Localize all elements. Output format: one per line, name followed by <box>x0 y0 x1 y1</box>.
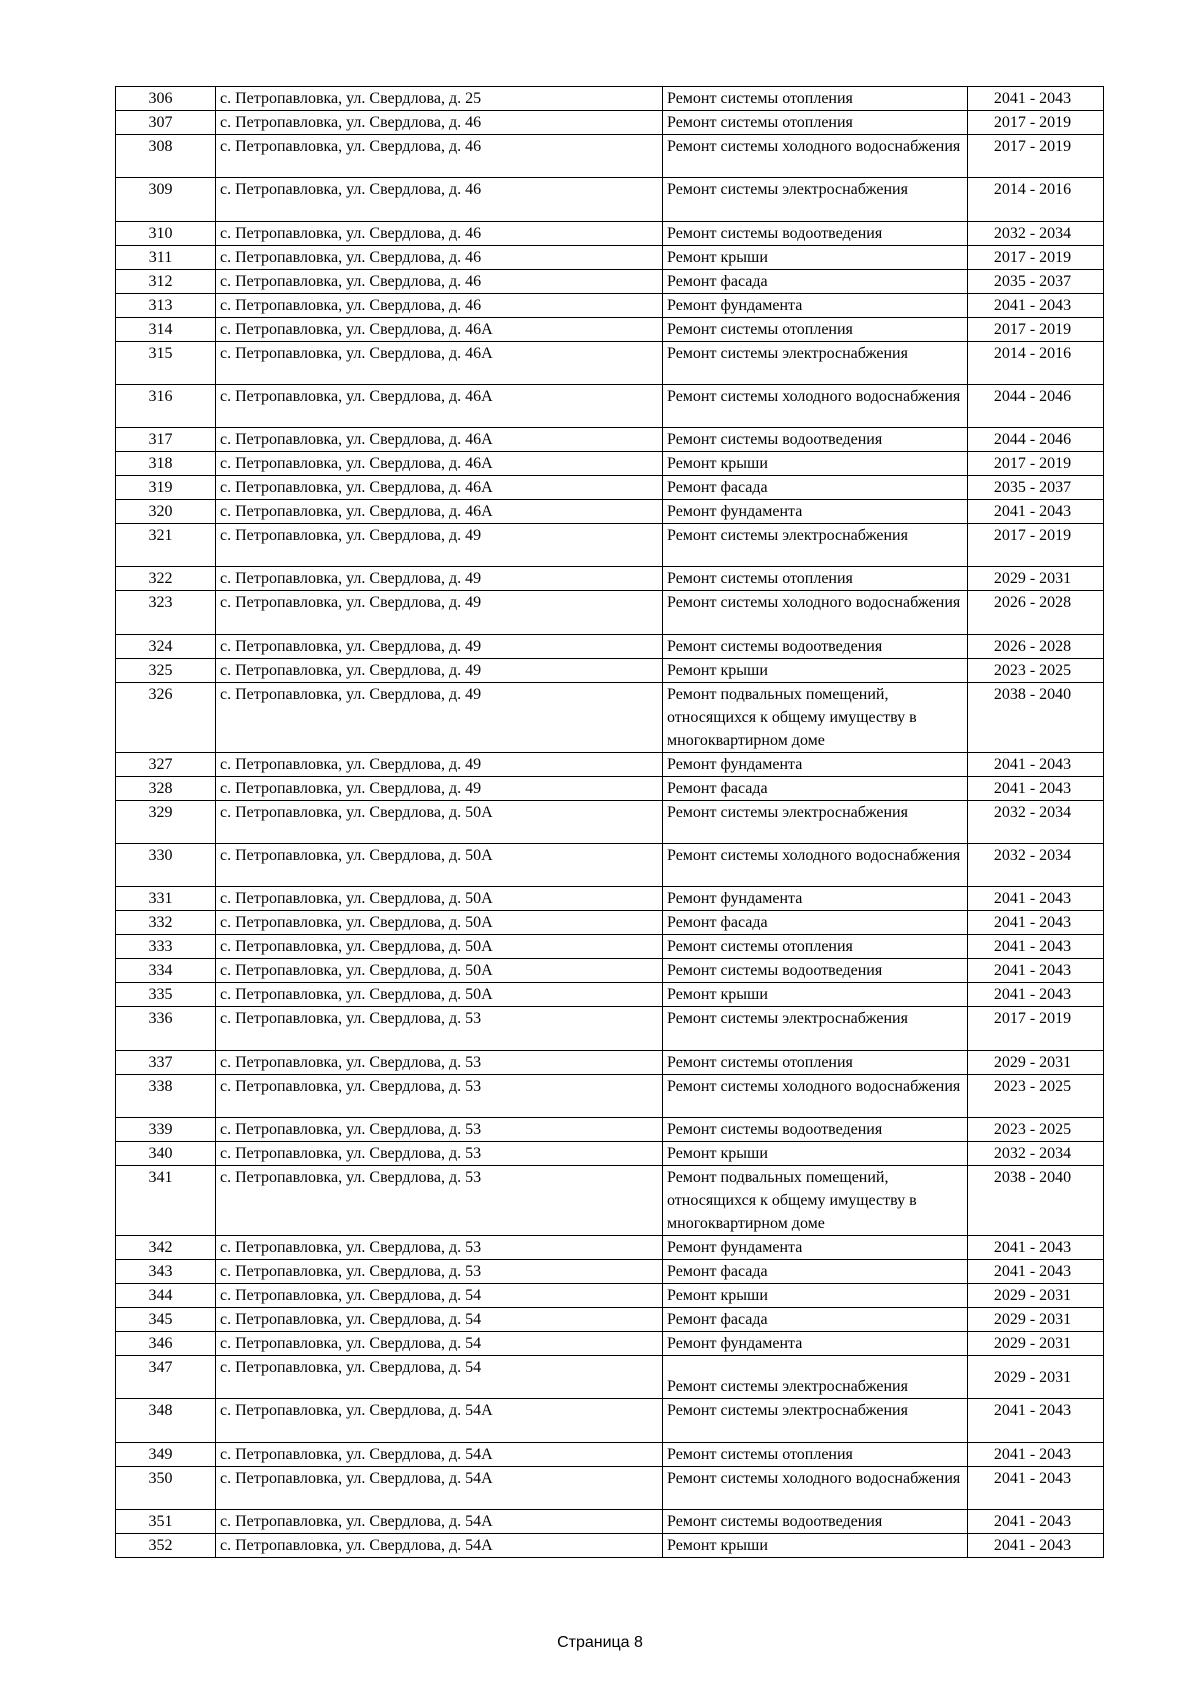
row-number-cell: 346 <box>116 1331 216 1355</box>
work-type-cell: Ремонт фундамента <box>663 1235 968 1259</box>
work-type-cell: Ремонт системы водоотведения <box>663 959 968 983</box>
row-number-cell: 325 <box>116 658 216 682</box>
table-row <box>116 1259 1104 1283</box>
period-cell: 2041 - 2043 <box>968 1533 1104 1557</box>
row-number-cell: 343 <box>116 1259 216 1283</box>
address-cell: с. Петропавловка, ул. Свердлова, д. 50А <box>216 983 663 1007</box>
row-number-cell: 328 <box>116 776 216 800</box>
address-cell: с. Петропавловка, ул. Свердлова, д. 53 <box>216 1235 663 1259</box>
work-type-cell: Ремонт системы электроснабжения <box>663 1399 968 1442</box>
table-body <box>116 87 1104 1558</box>
address-cell: с. Петропавловка, ул. Свердлова, д. 53 <box>216 1007 663 1050</box>
row-number-cell: 339 <box>116 1117 216 1141</box>
work-type-cell: Ремонт системы водоотведения <box>663 1117 968 1141</box>
period-cell: 2023 - 2025 <box>968 1074 1104 1117</box>
row-number-cell: 319 <box>116 476 216 500</box>
address-cell: с. Петропавловка, ул. Свердлова, д. 49 <box>216 524 663 567</box>
address-cell: с. Петропавловка, ул. Свердлова, д. 50А <box>216 844 663 887</box>
table-row <box>116 111 1104 135</box>
row-number-cell: 308 <box>116 135 216 178</box>
period-cell: 2029 - 2031 <box>968 1307 1104 1331</box>
work-type-cell: Ремонт системы электроснабжения <box>663 1007 968 1050</box>
address-cell: с. Петропавловка, ул. Свердлова, д. 54А <box>216 1442 663 1466</box>
table-row <box>116 500 1104 524</box>
work-type-cell: Ремонт крыши <box>663 1141 968 1165</box>
period-cell: 2041 - 2043 <box>968 293 1104 317</box>
row-number-cell: 347 <box>116 1355 216 1398</box>
row-number-cell: 336 <box>116 1007 216 1050</box>
address-cell: с. Петропавловка, ул. Свердлова, д. 54А <box>216 1533 663 1557</box>
table-row <box>116 1235 1104 1259</box>
period-cell: 2029 - 2031 <box>968 1283 1104 1307</box>
row-number-cell: 338 <box>116 1074 216 1117</box>
work-type-cell: Ремонт системы холодного водоснабжения <box>663 1074 968 1117</box>
table-row <box>116 384 1104 427</box>
row-number-cell: 314 <box>116 317 216 341</box>
address-cell: с. Петропавловка, ул. Свердлова, д. 46А <box>216 500 663 524</box>
period-cell: 2029 - 2031 <box>968 1355 1104 1398</box>
row-number-cell: 317 <box>116 428 216 452</box>
table-row <box>116 1307 1104 1331</box>
row-number-cell: 313 <box>116 293 216 317</box>
work-type-cell: Ремонт подвальных помещений, относящихся к общему имуществу в многоквартирном доме <box>663 1165 968 1235</box>
row-number-cell: 318 <box>116 452 216 476</box>
table-row <box>116 476 1104 500</box>
work-type-cell: Ремонт крыши <box>663 1533 968 1557</box>
row-number-cell: 315 <box>116 341 216 384</box>
period-cell: 2023 - 2025 <box>968 1117 1104 1141</box>
table-row <box>116 658 1104 682</box>
table-row <box>116 1533 1104 1557</box>
address-cell: с. Петропавловка, ул. Свердлова, д. 54 <box>216 1283 663 1307</box>
address-cell: с. Петропавловка, ул. Свердлова, д. 50А <box>216 935 663 959</box>
address-cell: с. Петропавловка, ул. Свердлова, д. 54А <box>216 1466 663 1509</box>
work-type-cell: Ремонт фундамента <box>663 887 968 911</box>
table-row <box>116 428 1104 452</box>
period-cell: 2041 - 2043 <box>968 1399 1104 1442</box>
period-cell: 2032 - 2034 <box>968 844 1104 887</box>
address-cell: с. Петропавловка, ул. Свердлова, д. 46 <box>216 269 663 293</box>
address-cell: с. Петропавловка, ул. Свердлова, д. 49 <box>216 658 663 682</box>
table-row <box>116 1141 1104 1165</box>
table-row <box>116 1050 1104 1074</box>
table-row <box>116 567 1104 591</box>
page-number: Страница 8 <box>557 1634 643 1651</box>
address-cell: с. Петропавловка, ул. Свердлова, д. 46А <box>216 428 663 452</box>
work-type-cell: Ремонт фасада <box>663 776 968 800</box>
address-cell: с. Петропавловка, ул. Свердлова, д. 50А <box>216 911 663 935</box>
row-number-cell: 312 <box>116 269 216 293</box>
address-cell: с. Петропавловка, ул. Свердлова, д. 46 <box>216 221 663 245</box>
period-cell: 2032 - 2034 <box>968 1141 1104 1165</box>
work-type-cell: Ремонт фасада <box>663 1259 968 1283</box>
table-row <box>116 1509 1104 1533</box>
address-cell: с. Петропавловка, ул. Свердлова, д. 50А <box>216 800 663 843</box>
row-number-cell: 329 <box>116 800 216 843</box>
period-cell: 2041 - 2043 <box>968 1509 1104 1533</box>
work-type-cell: Ремонт крыши <box>663 658 968 682</box>
address-cell: с. Петропавловка, ул. Свердлова, д. 46 <box>216 245 663 269</box>
period-cell: 2041 - 2043 <box>968 1466 1104 1509</box>
table-row <box>116 1355 1104 1398</box>
table-row <box>116 87 1104 111</box>
row-number-cell: 326 <box>116 682 216 752</box>
period-cell: 2014 - 2016 <box>968 178 1104 221</box>
table-row <box>116 959 1104 983</box>
work-type-cell: Ремонт фундамента <box>663 500 968 524</box>
table-row <box>116 1117 1104 1141</box>
table-row <box>116 752 1104 776</box>
period-cell: 2038 - 2040 <box>968 1165 1104 1235</box>
table-row <box>116 221 1104 245</box>
address-cell: с. Петропавловка, ул. Свердлова, д. 46 <box>216 293 663 317</box>
row-number-cell: 321 <box>116 524 216 567</box>
row-number-cell: 322 <box>116 567 216 591</box>
period-cell: 2029 - 2031 <box>968 567 1104 591</box>
period-cell: 2041 - 2043 <box>968 935 1104 959</box>
period-cell: 2032 - 2034 <box>968 800 1104 843</box>
work-type-cell: Ремонт фасада <box>663 269 968 293</box>
period-cell: 2026 - 2028 <box>968 634 1104 658</box>
work-type-cell: Ремонт фундамента <box>663 293 968 317</box>
work-type-cell: Ремонт системы отопления <box>663 317 968 341</box>
period-cell: 2035 - 2037 <box>968 476 1104 500</box>
period-cell: 2041 - 2043 <box>968 983 1104 1007</box>
address-cell: с. Петропавловка, ул. Свердлова, д. 54А <box>216 1509 663 1533</box>
address-cell: с. Петропавловка, ул. Свердлова, д. 49 <box>216 567 663 591</box>
address-cell: с. Петропавловка, ул. Свердлова, д. 49 <box>216 776 663 800</box>
period-cell: 2032 - 2034 <box>968 221 1104 245</box>
table-row <box>116 591 1104 634</box>
period-cell: 2041 - 2043 <box>968 500 1104 524</box>
address-cell: с. Петропавловка, ул. Свердлова, д. 49 <box>216 634 663 658</box>
table-row <box>116 1331 1104 1355</box>
period-cell: 2041 - 2043 <box>968 776 1104 800</box>
table-row <box>116 844 1104 887</box>
work-type-cell: Ремонт системы отопления <box>663 87 968 111</box>
table-row <box>116 634 1104 658</box>
table-row <box>116 800 1104 843</box>
table-row <box>116 1442 1104 1466</box>
row-number-cell: 307 <box>116 111 216 135</box>
table-row <box>116 452 1104 476</box>
work-type-cell: Ремонт системы электроснабжения <box>663 178 968 221</box>
address-cell: с. Петропавловка, ул. Свердлова, д. 46А <box>216 341 663 384</box>
row-number-cell: 331 <box>116 887 216 911</box>
row-number-cell: 334 <box>116 959 216 983</box>
table-row <box>116 1399 1104 1442</box>
period-cell: 2041 - 2043 <box>968 1259 1104 1283</box>
address-cell: с. Петропавловка, ул. Свердлова, д. 53 <box>216 1165 663 1235</box>
address-cell: с. Петропавловка, ул. Свердлова, д. 54А <box>216 1399 663 1442</box>
work-type-cell: Ремонт системы отопления <box>663 111 968 135</box>
row-number-cell: 341 <box>116 1165 216 1235</box>
row-number-cell: 342 <box>116 1235 216 1259</box>
table-row <box>116 317 1104 341</box>
row-number-cell: 350 <box>116 1466 216 1509</box>
work-type-cell: Ремонт крыши <box>663 1283 968 1307</box>
period-cell: 2017 - 2019 <box>968 1007 1104 1050</box>
period-cell: 2017 - 2019 <box>968 524 1104 567</box>
work-type-cell: Ремонт крыши <box>663 245 968 269</box>
row-number-cell: 324 <box>116 634 216 658</box>
row-number-cell: 310 <box>116 221 216 245</box>
address-cell: с. Петропавловка, ул. Свердлова, д. 46А <box>216 317 663 341</box>
table-row <box>116 269 1104 293</box>
work-type-cell: Ремонт системы водоотведения <box>663 1509 968 1533</box>
row-number-cell: 352 <box>116 1533 216 1557</box>
work-type-cell: Ремонт системы холодного водоснабжения <box>663 591 968 634</box>
table-row <box>116 245 1104 269</box>
row-number-cell: 332 <box>116 911 216 935</box>
row-number-cell: 345 <box>116 1307 216 1331</box>
table-row <box>116 1007 1104 1050</box>
row-number-cell: 337 <box>116 1050 216 1074</box>
table-row <box>116 1165 1104 1235</box>
table-row <box>116 341 1104 384</box>
work-type-cell: Ремонт системы водоотведения <box>663 634 968 658</box>
table-row <box>116 524 1104 567</box>
address-cell: с. Петропавловка, ул. Свердлова, д. 49 <box>216 591 663 634</box>
period-cell: 2044 - 2046 <box>968 428 1104 452</box>
period-cell: 2044 - 2046 <box>968 384 1104 427</box>
period-cell: 2017 - 2019 <box>968 452 1104 476</box>
period-cell: 2029 - 2031 <box>968 1050 1104 1074</box>
work-type-cell: Ремонт системы отопления <box>663 1442 968 1466</box>
work-type-cell: Ремонт системы водоотведения <box>663 221 968 245</box>
work-type-cell: Ремонт системы холодного водоснабжения <box>663 135 968 178</box>
table-row <box>116 935 1104 959</box>
table-row <box>116 1466 1104 1509</box>
row-number-cell: 351 <box>116 1509 216 1533</box>
address-cell: с. Петропавловка, ул. Свердлова, д. 53 <box>216 1259 663 1283</box>
work-type-cell: Ремонт системы отопления <box>663 1050 968 1074</box>
row-number-cell: 349 <box>116 1442 216 1466</box>
table-row <box>116 776 1104 800</box>
address-cell: с. Петропавловка, ул. Свердлова, д. 53 <box>216 1074 663 1117</box>
table-row <box>116 983 1104 1007</box>
period-cell: 2041 - 2043 <box>968 1235 1104 1259</box>
row-number-cell: 335 <box>116 983 216 1007</box>
work-type-cell: Ремонт фундамента <box>663 752 968 776</box>
row-number-cell: 327 <box>116 752 216 776</box>
table-row <box>116 1283 1104 1307</box>
work-type-cell: Ремонт системы электроснабжения <box>663 341 968 384</box>
period-cell: 2041 - 2043 <box>968 911 1104 935</box>
period-cell: 2041 - 2043 <box>968 1442 1104 1466</box>
address-cell: с. Петропавловка, ул. Свердлова, д. 25 <box>216 87 663 111</box>
period-cell: 2014 - 2016 <box>968 341 1104 384</box>
work-type-cell: Ремонт системы холодного водоснабжения <box>663 1466 968 1509</box>
period-cell: 2041 - 2043 <box>968 752 1104 776</box>
address-cell: с. Петропавловка, ул. Свердлова, д. 46 <box>216 111 663 135</box>
period-cell: 2029 - 2031 <box>968 1331 1104 1355</box>
row-number-cell: 340 <box>116 1141 216 1165</box>
work-type-cell: Ремонт фасада <box>663 1307 968 1331</box>
period-cell: 2017 - 2019 <box>968 245 1104 269</box>
row-number-cell: 306 <box>116 87 216 111</box>
row-number-cell: 311 <box>116 245 216 269</box>
row-number-cell: 348 <box>116 1399 216 1442</box>
period-cell: 2041 - 2043 <box>968 959 1104 983</box>
table-row <box>116 682 1104 752</box>
row-number-cell: 323 <box>116 591 216 634</box>
work-type-cell: Ремонт системы электроснабжения <box>663 800 968 843</box>
work-type-cell: Ремонт фасада <box>663 911 968 935</box>
work-type-cell: Ремонт крыши <box>663 983 968 1007</box>
work-type-cell: Ремонт фасада <box>663 476 968 500</box>
address-cell: с. Петропавловка, ул. Свердлова, д. 54 <box>216 1331 663 1355</box>
work-type-cell: Ремонт системы отопления <box>663 567 968 591</box>
period-cell: 2035 - 2037 <box>968 269 1104 293</box>
work-type-cell: Ремонт крыши <box>663 452 968 476</box>
work-type-cell: Ремонт системы холодного водоснабжения <box>663 844 968 887</box>
repair-schedule-table <box>115 86 1104 1558</box>
period-cell: 2026 - 2028 <box>968 591 1104 634</box>
period-cell: 2017 - 2019 <box>968 317 1104 341</box>
period-cell: 2023 - 2025 <box>968 658 1104 682</box>
period-cell: 2041 - 2043 <box>968 887 1104 911</box>
work-type-cell: Ремонт системы электроснабжения <box>663 524 968 567</box>
address-cell: с. Петропавловка, ул. Свердлова, д. 46 <box>216 135 663 178</box>
work-type-cell: Ремонт подвальных помещений, относящихся к общему имуществу в многоквартирном доме <box>663 682 968 752</box>
row-number-cell: 316 <box>116 384 216 427</box>
work-type-cell: Ремонт фундамента <box>663 1331 968 1355</box>
address-cell: с. Петропавловка, ул. Свердлова, д. 46А <box>216 384 663 427</box>
table-row <box>116 911 1104 935</box>
period-cell: 2041 - 2043 <box>968 87 1104 111</box>
table-row <box>116 293 1104 317</box>
period-cell: 2038 - 2040 <box>968 682 1104 752</box>
address-cell: с. Петропавловка, ул. Свердлова, д. 53 <box>216 1050 663 1074</box>
address-cell: с. Петропавловка, ул. Свердлова, д. 50А <box>216 959 663 983</box>
table-row <box>116 135 1104 178</box>
table-row <box>116 1074 1104 1117</box>
address-cell: с. Петропавловка, ул. Свердлова, д. 53 <box>216 1117 663 1141</box>
row-number-cell: 320 <box>116 500 216 524</box>
address-cell: с. Петропавловка, ул. Свердлова, д. 54 <box>216 1355 663 1398</box>
address-cell: с. Петропавловка, ул. Свердлова, д. 54 <box>216 1307 663 1331</box>
work-type-cell: Ремонт системы отопления <box>663 935 968 959</box>
period-cell: 2017 - 2019 <box>968 111 1104 135</box>
address-cell: с. Петропавловка, ул. Свердлова, д. 49 <box>216 682 663 752</box>
row-number-cell: 344 <box>116 1283 216 1307</box>
work-type-cell: Ремонт системы холодного водоснабжения <box>663 384 968 427</box>
row-number-cell: 309 <box>116 178 216 221</box>
row-number-cell: 330 <box>116 844 216 887</box>
address-cell: с. Петропавловка, ул. Свердлова, д. 53 <box>216 1141 663 1165</box>
work-type-cell: Ремонт системы водоотведения <box>663 428 968 452</box>
period-cell: 2017 - 2019 <box>968 135 1104 178</box>
address-cell: с. Петропавловка, ул. Свердлова, д. 46А <box>216 452 663 476</box>
work-type-cell: Ремонт системы электроснабжения <box>663 1355 968 1398</box>
table-row <box>116 887 1104 911</box>
address-cell: с. Петропавловка, ул. Свердлова, д. 46А <box>216 476 663 500</box>
row-number-cell: 333 <box>116 935 216 959</box>
address-cell: с. Петропавловка, ул. Свердлова, д. 49 <box>216 752 663 776</box>
address-cell: с. Петропавловка, ул. Свердлова, д. 50А <box>216 887 663 911</box>
address-cell: с. Петропавловка, ул. Свердлова, д. 46 <box>216 178 663 221</box>
table-row <box>116 178 1104 221</box>
